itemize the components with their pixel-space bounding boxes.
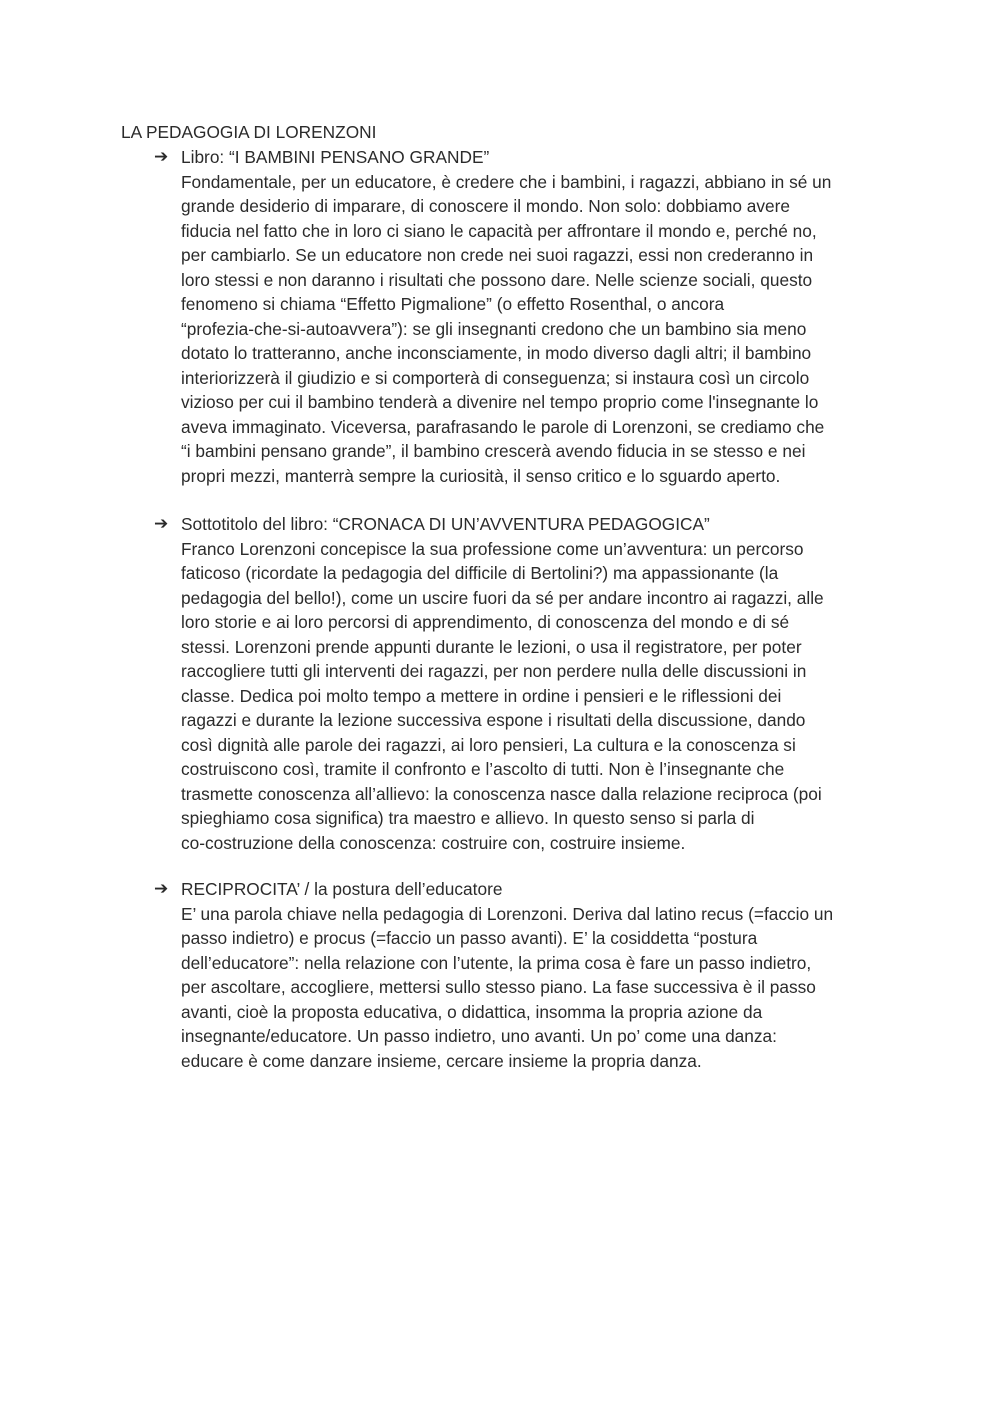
body-line: grande desiderio di imparare, di conoscere il mondo. Non solo: dobbiamo avere — [181, 196, 791, 216]
body-line: Franco Lorenzoni concepisce la sua professione come un’avventura: un percorso — [181, 538, 804, 559]
section-heading: Sottotitolo del libro: “CRONACA DI UN’AVVENTURA PEDAGOGICA” — [181, 514, 710, 534]
section-body — [181, 537, 887, 856]
body-line: trasmette conoscenza all’allievo: la conoscenza nasce dalla relazione reciproca (poi — [181, 783, 822, 804]
body-line: insegnante/educatore. Un passo indietro, uno avanti. Un po’ come una danza: — [181, 1026, 777, 1046]
body-line: aveva immaginato. Viceversa, parafrasando le parole di Lorenzoni, se crediamo che — [181, 416, 825, 437]
body-line: propri mezzi, manterrà sempre la curiosità, il senso critico e lo sguardo aperto. — [181, 465, 781, 486]
body-line: interiorizzerà il giudizio e si comporterà di conseguenza; si instaura così un circolo — [181, 367, 810, 388]
body-line: passo indietro) e procus (=faccio un passo avanti). E’ la cosiddetta “postura — [181, 928, 758, 948]
body-line: fiducia nel fatto che in loro ci siano le capacità per affrontare il mondo e, perché no, — [181, 220, 817, 241]
body-line: per ascoltare, accogliere, mettersi sullo stesso piano. La fase successiva è il passo — [181, 977, 816, 997]
body-line: dell’educatore”: nella relazione con l’utente, la prima cosa è fare un passo indietro, — [181, 952, 812, 973]
body-line: avanti, cioè la proposta educativa, o didattica, insomma la propria azione da — [181, 1001, 763, 1022]
body-line: loro storie e ai loro percorsi di apprendimento, di conoscenza del mondo e di sé — [181, 612, 790, 632]
body-line: fenomeno si chiama “Effetto Pigmalione” (o effetto Rosenthal, o ancora — [181, 294, 725, 314]
body-line: Fondamentale, per un educatore, è credere che i bambini, i ragazzi, abbiano in sé un — [181, 171, 832, 192]
body-line: co-costruzione della conoscenza: costruire con, costruire insieme. — [181, 832, 686, 853]
section-body — [181, 902, 887, 1074]
arrow-right-icon: ➔ — [154, 147, 169, 166]
body-line: così dignità alle parole dei ragazzi, ai loro pensieri, La cultura e la conoscenza si — [181, 734, 796, 755]
body-line: stessi. Lorenzoni prende appunti durante le lezioni, o usa il registratore, per poter — [181, 636, 802, 657]
arrow-right-icon: ➔ — [154, 879, 169, 898]
body-line: educare è come danzare insieme, cercare insieme la propria danza. — [181, 1050, 702, 1071]
body-line: loro stessi e non daranno i risultati che possono dare. Nelle scienze sociali, questo — [181, 269, 813, 290]
body-line: E’ una parola chiave nella pedagogia di Lorenzoni. Deriva dal latino recus (=faccio un — [181, 903, 834, 924]
body-line: per cambiarlo. Se un educatore non crede nei suoi ragazzi, essi non crederanno in — [181, 245, 814, 265]
body-line: raccogliere tutti gli interventi dei ragazzi, per non perdere nulla delle discussioni in — [181, 661, 807, 681]
body-line: “profezia-che-si-autoavvera”): se gli insegnanti credono che un bambino sia meno — [181, 318, 807, 339]
body-line: faticoso (ricordate la pedagogia del difficile di Bertolini?) ma appassionante (la — [181, 563, 779, 583]
body-line: costruiscono così, tramite il confronto e l’ascolto di tutti. Non è l’insegnante che — [181, 759, 785, 779]
section-heading: RECIPROCITA’ / la postura dell’educatore — [181, 879, 503, 899]
body-line: ragazzi e durante la lezione successiva espone i risultati della discussione, dando — [181, 710, 806, 730]
section-heading: Libro: “I BAMBINI PENSANO GRANDE” — [181, 147, 490, 167]
body-line: spieghiamo cosa significa) tra maestro e allievo. In questo senso si parla di — [181, 808, 755, 828]
body-line: classe. Dedica poi molto tempo a mettere in ordine i pensieri e le riflessioni dei — [181, 685, 782, 706]
body-line: pedagogia del bello!), come un uscire fuori da sé per andare incontro ai ragazzi, alle — [181, 587, 824, 608]
body-line: vizioso per cui il bambino tenderà a divenire nel tempo proprio come l'insegnante lo — [181, 392, 819, 412]
body-line: dotato lo tratteranno, anche inconsciamente, in modo diverso dagli altri; il bambino — [181, 343, 812, 363]
body-line: “i bambini pensano grande”, il bambino crescerà avendo fiducia in se stesso e nei — [181, 441, 806, 461]
document-title: LA PEDAGOGIA DI LORENZONI — [121, 122, 377, 142]
arrow-right-icon: ➔ — [154, 514, 169, 533]
section-body — [181, 170, 887, 489]
